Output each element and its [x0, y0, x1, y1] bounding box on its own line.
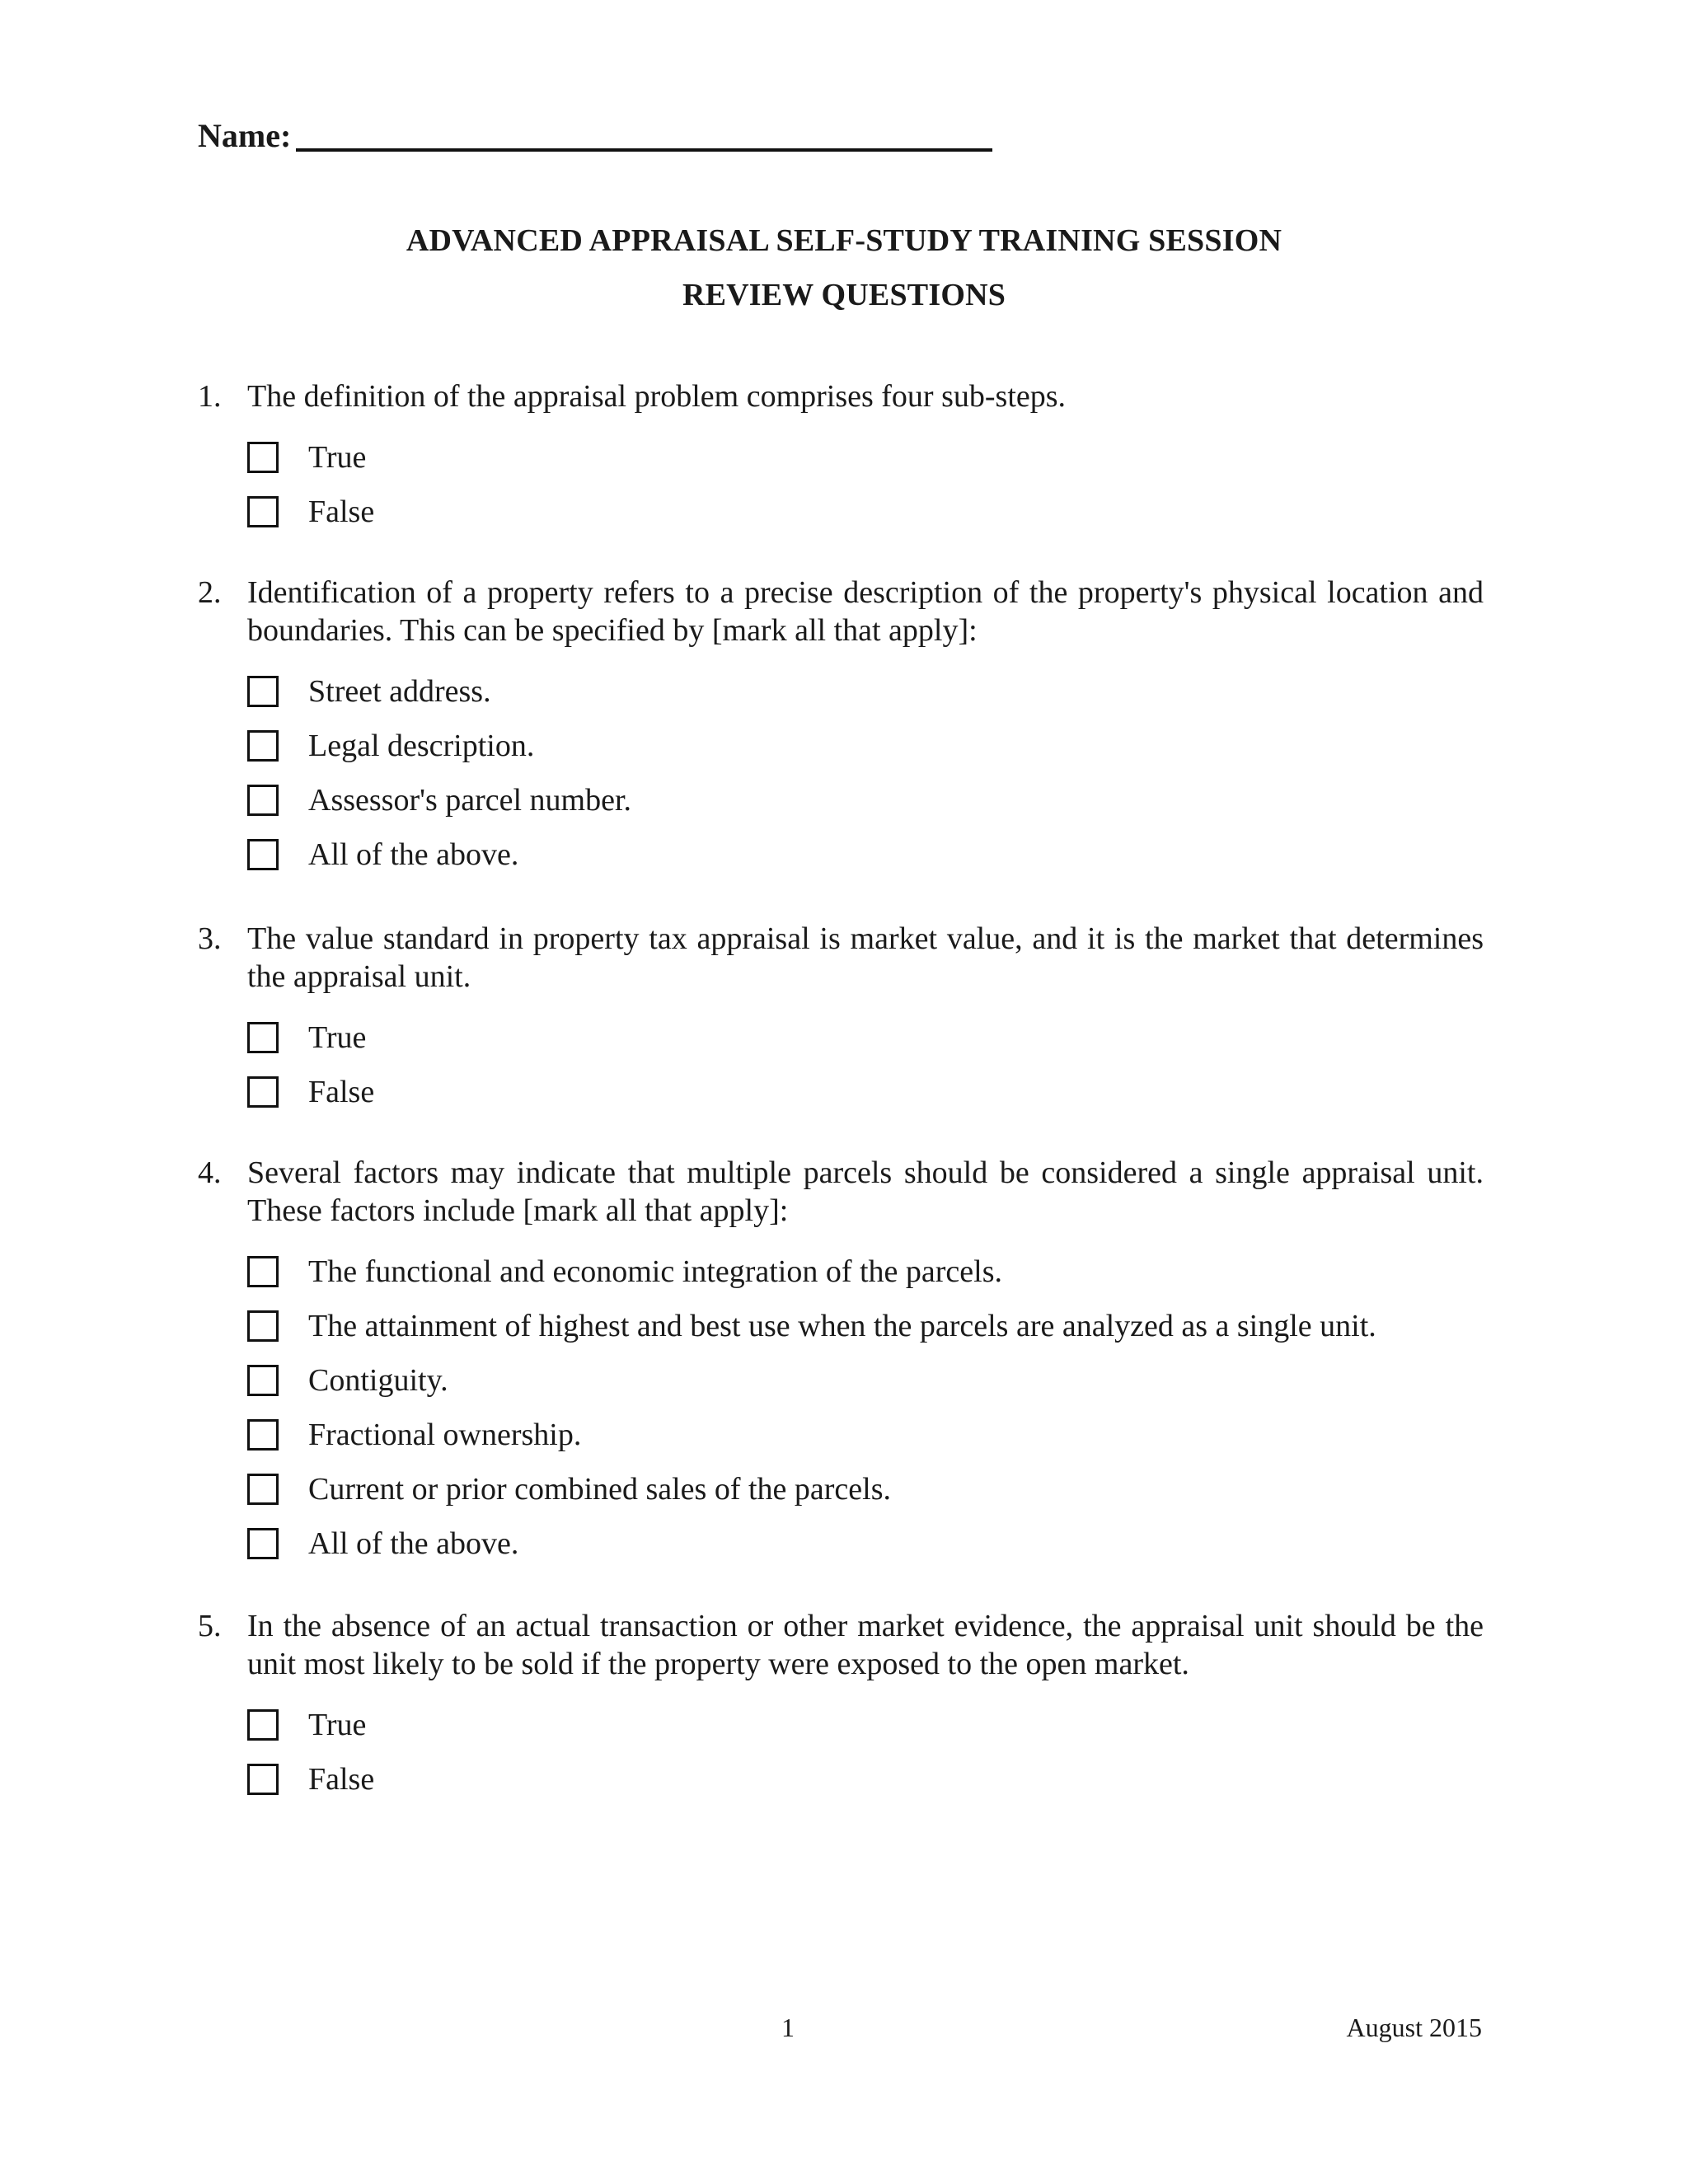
option-item	[247, 1353, 1484, 1408]
question-5	[198, 1607, 1484, 1807]
name-blank-line[interactable]	[296, 115, 992, 152]
option-label: True	[308, 440, 367, 475]
option-list	[247, 1244, 1484, 1571]
checkbox[interactable]	[247, 1365, 279, 1396]
option-label: False	[308, 494, 375, 529]
page-number: 1	[781, 2013, 795, 2042]
checkbox[interactable]	[247, 730, 279, 762]
question-text: The value standard in property tax appraisal is market value, and it is the market that determines the appraisal unit.	[247, 921, 1484, 994]
checkbox[interactable]	[247, 676, 279, 707]
question-number: 4.	[198, 1155, 222, 1190]
option-item	[247, 1299, 1484, 1353]
question-number: 3.	[198, 921, 222, 956]
checkbox[interactable]	[247, 1764, 279, 1795]
option-label: False	[308, 1075, 375, 1109]
checkbox[interactable]	[247, 785, 279, 816]
checkbox[interactable]	[247, 1709, 279, 1741]
option-item	[247, 485, 1484, 539]
option-item	[247, 1752, 1484, 1807]
document-subtitle: REVIEW QUESTIONS	[682, 278, 1006, 312]
document-title: ADVANCED APPRAISAL SELF-STUDY TRAINING SESSION	[406, 223, 1282, 258]
option-item	[247, 1698, 1484, 1752]
option-item	[247, 1462, 1484, 1516]
name-field-row	[198, 115, 992, 155]
option-label: Fractional ownership.	[308, 1418, 582, 1452]
checkbox[interactable]	[247, 442, 279, 473]
option-label: The functional and economic integration of the parcels.	[308, 1254, 1003, 1289]
checkbox[interactable]	[247, 1528, 279, 1559]
option-item	[247, 1516, 1484, 1571]
option-label: Legal description.	[308, 729, 535, 763]
question-number: 5.	[198, 1609, 222, 1643]
option-label: True	[308, 1020, 367, 1055]
checkbox[interactable]	[247, 1076, 279, 1108]
option-label: Street address.	[308, 674, 491, 709]
checkbox[interactable]	[247, 1310, 279, 1342]
question-3	[198, 920, 1484, 1119]
question-4	[198, 1154, 1484, 1571]
option-list	[247, 1698, 1484, 1807]
question-number: 1.	[198, 379, 222, 414]
footer-date: August 2015	[1346, 2013, 1482, 2042]
option-list	[247, 430, 1484, 539]
question-number: 2.	[198, 575, 222, 610]
option-label: Assessor's parcel number.	[308, 783, 632, 818]
question-text: The definition of the appraisal problem comprises four sub-steps.	[247, 379, 1067, 414]
question-1	[198, 377, 1484, 539]
option-list	[247, 664, 1484, 882]
option-label: True	[308, 1708, 367, 1742]
checkbox[interactable]	[247, 839, 279, 870]
option-item	[247, 719, 1484, 773]
option-label: Current or prior combined sales of the parcels.	[308, 1472, 891, 1507]
checkbox[interactable]	[247, 1256, 279, 1287]
option-item	[247, 1244, 1484, 1299]
option-label: Contiguity.	[308, 1363, 448, 1398]
question-text: Identification of a property refers to a precise description of the property's physical location and boundaries. This can be specified by [mark all that apply]:	[247, 575, 1484, 648]
option-item	[247, 1065, 1484, 1119]
option-item	[247, 430, 1484, 485]
option-item	[247, 827, 1484, 882]
checkbox[interactable]	[247, 1022, 279, 1053]
option-item	[247, 773, 1484, 827]
name-label: Name:	[198, 117, 292, 154]
checkbox[interactable]	[247, 496, 279, 527]
question-text: Several factors may indicate that multiple parcels should be considered a single appraisal unit. These factors include [mark all that apply]:	[247, 1155, 1484, 1228]
option-label: All of the above.	[308, 837, 519, 872]
option-label: The attainment of highest and best use when the parcels are analyzed as a single unit.	[308, 1309, 1376, 1343]
question-2	[198, 574, 1484, 882]
checkbox[interactable]	[247, 1474, 279, 1505]
option-item	[247, 1010, 1484, 1065]
option-item	[247, 664, 1484, 719]
question-text: In the absence of an actual transaction or other market evidence, the appraisal unit should be the unit most likely to be sold if the property were exposed to the open market.	[247, 1609, 1484, 1681]
option-item	[247, 1408, 1484, 1462]
checkbox[interactable]	[247, 1419, 279, 1451]
option-label: All of the above.	[308, 1526, 519, 1561]
option-label: False	[308, 1762, 375, 1797]
option-list	[247, 1010, 1484, 1119]
